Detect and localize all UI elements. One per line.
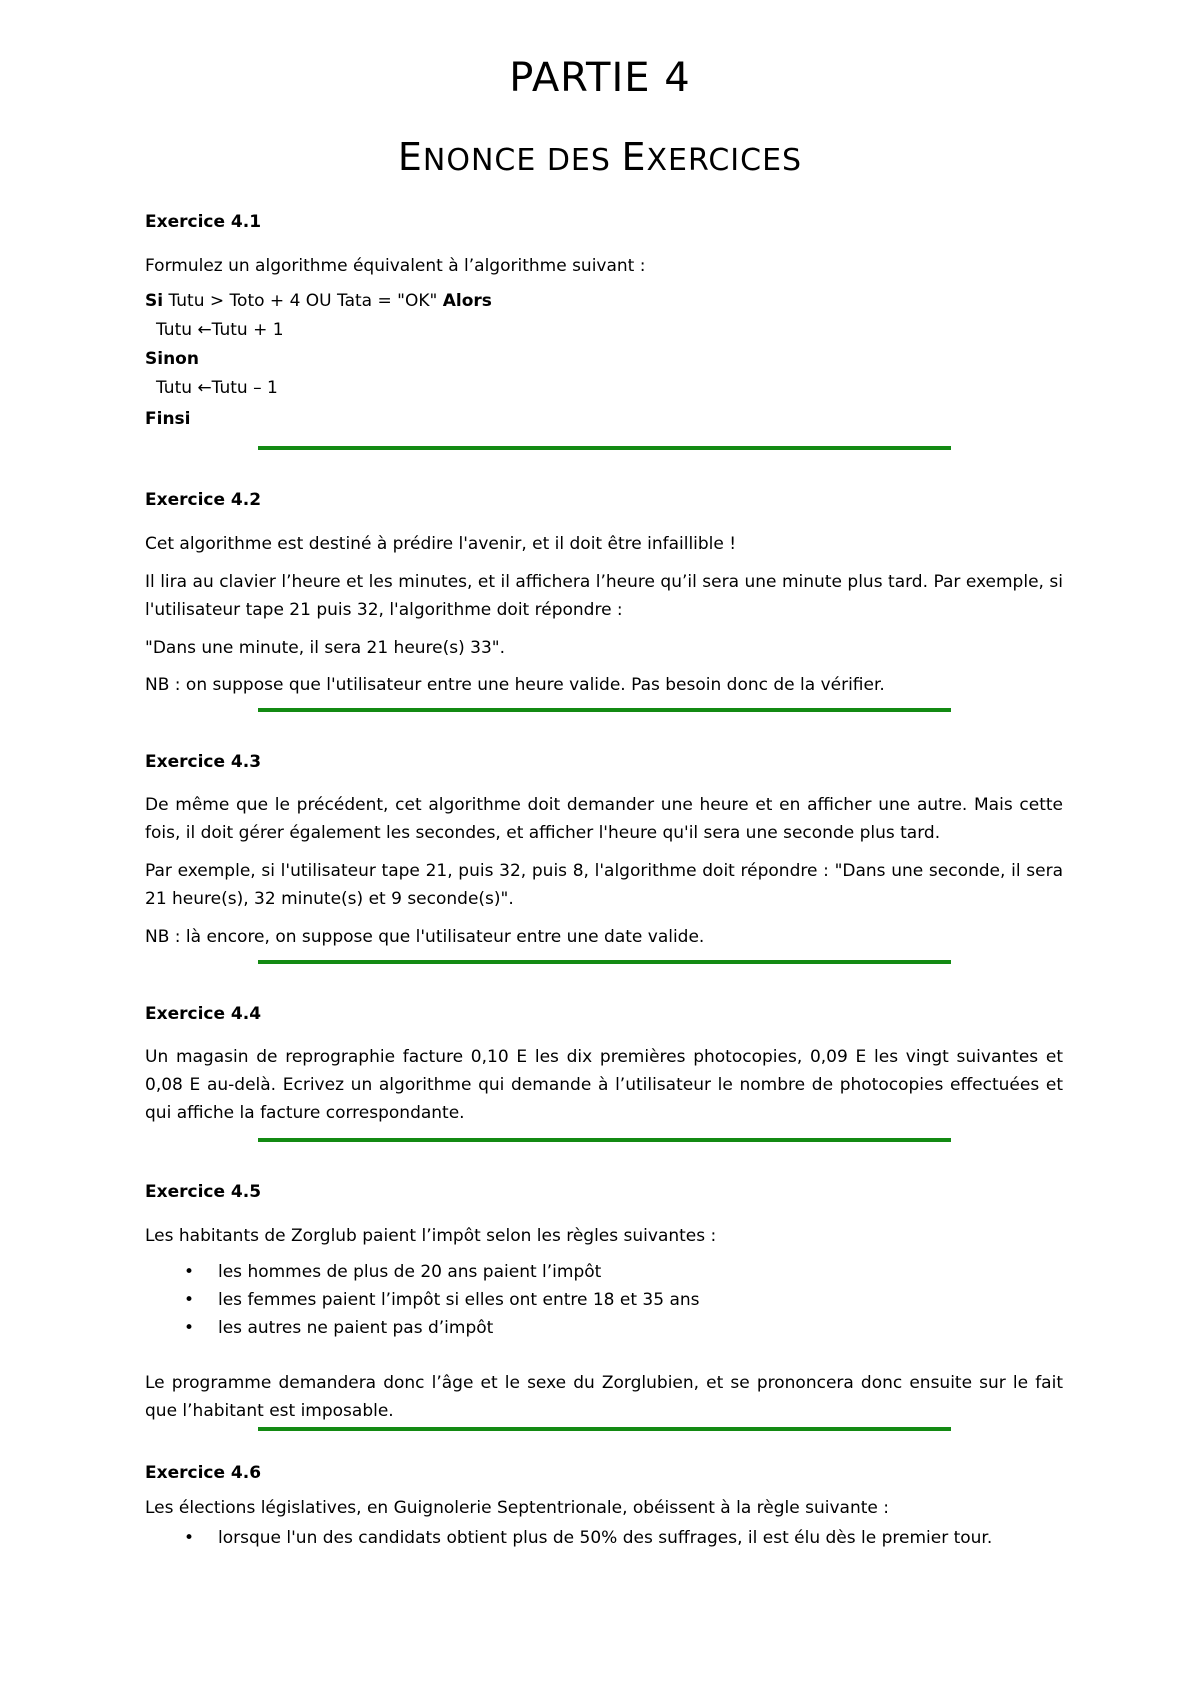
exercise-4-2-p1: Cet algorithme est destiné à prédire l'avenir, et il doit être infaillible ! (145, 534, 737, 554)
algo-line-decrement: Tutu ←Tutu – 1 (156, 378, 278, 398)
list-item: • les autres ne paient pas d’impôt (145, 1314, 1063, 1342)
exercise-4-5-intro: Les habitants de Zorglub paient l’impôt selon les règles suivantes : (145, 1226, 717, 1246)
algo-line-increment: Tutu ←Tutu + 1 (156, 320, 284, 340)
exercise-4-1-intro: Formulez un algorithme équivalent à l’algorithme suivant : (145, 256, 646, 276)
exercise-4-6-intro: Les élections législatives, en Guignolerie Septentrionale, obéissent à la règle suivante : (145, 1498, 889, 1518)
algo-sinon: Sinon (145, 349, 199, 369)
exercise-4-3-title: Exercice 4.3 (145, 752, 262, 772)
exercise-4-3-note: NB : là encore, on suppose que l'utilisateur entre une date valide. (145, 927, 705, 947)
exercise-4-5-title: Exercice 4.5 (145, 1182, 262, 1202)
exercise-4-2-note: NB : on suppose que l'utilisateur entre une heure valide. Pas besoin donc de la vérifier. (145, 675, 885, 695)
exercise-4-2-p3: "Dans une minute, il sera 21 heure(s) 33". (145, 638, 506, 658)
exercise-4-6-title: Exercice 4.6 (145, 1463, 262, 1483)
separator-rule (258, 960, 951, 964)
exercise-4-2-title: Exercice 4.2 (145, 490, 262, 510)
exercise-4-1-title: Exercice 4.1 (145, 212, 262, 232)
section-title: ENONCE DES EXERCICES (397, 135, 803, 179)
exercise-4-4-p1: Un magasin de reprographie facture 0,10 E les dix premières photocopies, 0,09 E les vingt suivantes et 0,08 E au-delà. Ecrivez un algorithme qui demande à l’utilisateur le nombre de photocopies effectuées et qui affiche la facture correspondante. (145, 1047, 1063, 1123)
separator-rule (258, 708, 951, 712)
exercise-4-6-rules-list (145, 1524, 1063, 1552)
bullet-icon: • (184, 1528, 195, 1548)
bullet-icon: • (184, 1290, 195, 1310)
algo-si-line: Si Tutu > Toto + 4 OU Tata = "OK" Alors (145, 291, 492, 311)
list-item: • lorsque l'un des candidats obtient plus de 50% des suffrages, il est élu dès le premier tour. (145, 1524, 1063, 1552)
exercise-4-3-p2: Par exemple, si l'utilisateur tape 21, puis 32, puis 8, l'algorithme doit répondre : "Dans une seconde, il sera 21 heure(s), 32 minute(s) et 9 seconde(s)". (145, 861, 1063, 909)
exercise-4-2-p2: Il lira au clavier l’heure et les minutes, et il affichera l’heure qu’il sera une minute plus tard. Par exemple, si l'utilisateur tape 21 puis 32, l'algorithme doit répondre : (145, 572, 1063, 620)
exercise-4-4-title: Exercice 4.4 (145, 1004, 262, 1024)
separator-rule (258, 1138, 951, 1142)
list-item: • les hommes de plus de 20 ans paient l’impôt (145, 1258, 1063, 1286)
bullet-icon: • (184, 1318, 195, 1338)
separator-rule (258, 446, 951, 450)
exercise-4-5-rules-list (145, 1258, 1063, 1342)
exercise-4-5-outro: Le programme demandera donc l’âge et le sexe du Zorglubien, et se prononcera donc ensuite sur le fait que l’habitant est imposable. (145, 1373, 1063, 1421)
exercise-4-3-p1: De même que le précédent, cet algorithme doit demander une heure et en afficher une autre. Mais cette fois, il doit gérer également les secondes, et afficher l'heure qu'il sera une seconde plus tard. (145, 795, 1063, 843)
separator-rule (258, 1427, 951, 1431)
part-title: PARTIE 4 (509, 55, 691, 101)
algo-finsi: Finsi (145, 409, 191, 429)
list-item: • les femmes paient l’impôt si elles ont entre 18 et 35 ans (145, 1286, 1063, 1314)
bullet-icon: • (184, 1262, 195, 1282)
